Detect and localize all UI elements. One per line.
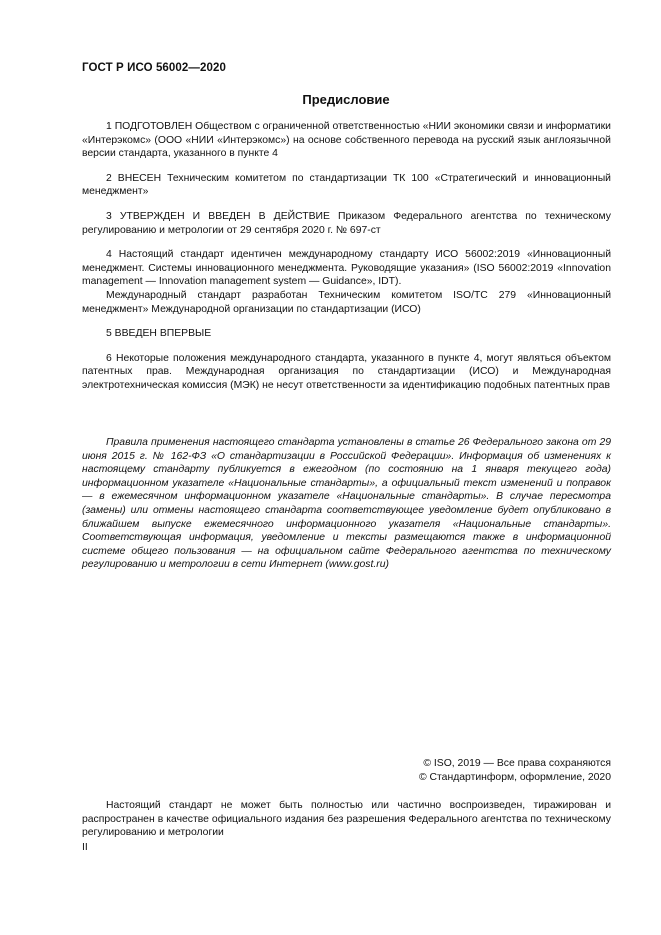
foreword-title: Предисловие	[302, 92, 390, 107]
reproduction-restriction: Настоящий стандарт не может быть полностью или частично воспроизведен, тиражирован и распространен в качестве официального издания без разрешения Федерального агентства по техническому регулированию и метрологии	[82, 800, 611, 839]
foreword-item-6: 6 Некоторые положения международного стандарта, указанного в пункте 4, могут являться объектом патентных прав. Международная организация по стандартизации (ИСО) и Международная электротехническая комиссия (МЭК) не несут ответственности за идентификацию подобных патентных прав	[82, 352, 611, 391]
foreword-item-1: 1 ПОДГОТОВЛЕН Обществом с ограниченной ответственностью «НИИ экономики связи и информатики «Интерэкомс» (ООО «НИИ «Интерэкомс») на основе собственного перевода на русский язык англоязычной версии стандарта, указанного в пункте 4	[82, 121, 611, 160]
copyright-block	[419, 757, 611, 785]
foreword-item-3: 3 УТВЕРЖДЕН И ВВЕДЕН В ДЕЙСТВИЕ Приказом Федерального агентства по техническому регулированию и метрологии от 29 сентября 2020 г. № 697-ст	[82, 210, 611, 236]
standard-id-header: ГОСТ Р ИСО 56002—2020	[82, 62, 227, 74]
application-rules-notice: Правила применения настоящего стандарта установлены в статье 26 Федерального закона от 29 июня 2015 г. № 162-ФЗ «О стандартизации в Российской Федерации». Информация об изменениях к настоящему стандарту публикуется в ежегодном (по состоянию на 1 января текущего года) информационном указателе «Национальные стандарты», а официальный текст изменений и поправок — в ежемесячном информационном указателе «Национальные стандарты». В случае пересмотра (замены) или отмены настоящего стандарта соответствующее уведомление будет опубликовано в ближайшем выпуске ежемесячного информационного указателя «Национальные стандарты». Соответствующая информация, уведомление и тексты размещаются также в информационной системе общего пользования — на официальном сайте Федерального агентства по техническому регулированию и метрологии в сети Интернет (www.gost.ru)	[82, 437, 611, 571]
page-number: II	[82, 842, 88, 853]
copyright-standartinform: © Стандартинформ, оформление, 2020	[418, 772, 611, 783]
foreword-item-2: 2 ВНЕСЕН Техническим комитетом по стандартизации ТК 100 «Стратегический и инновационный менеджмент»	[82, 172, 611, 198]
copyright-iso: © ISO, 2019 — Все права сохраняются	[423, 758, 611, 769]
foreword-item-5: 5 ВВЕДЕН ВПЕРВЫЕ	[106, 328, 212, 340]
foreword-body	[82, 120, 611, 393]
foreword-item-4: 4 Настоящий стандарт идентичен международному стандарту ИСО 56002:2019 «Инновационный менеджмент. Системы инновационного менеджмента. Руководящие указания» (ISO 56002:2019 «Innovation management — Innovation management system — Guidance», IDT).	[82, 249, 611, 288]
foreword-item-4-note: Международный стандарт разработан Техническим комитетом ISO/TC 279 «Инновационный менеджмент» Международной организации по стандартизации (ИСО)	[82, 289, 611, 315]
